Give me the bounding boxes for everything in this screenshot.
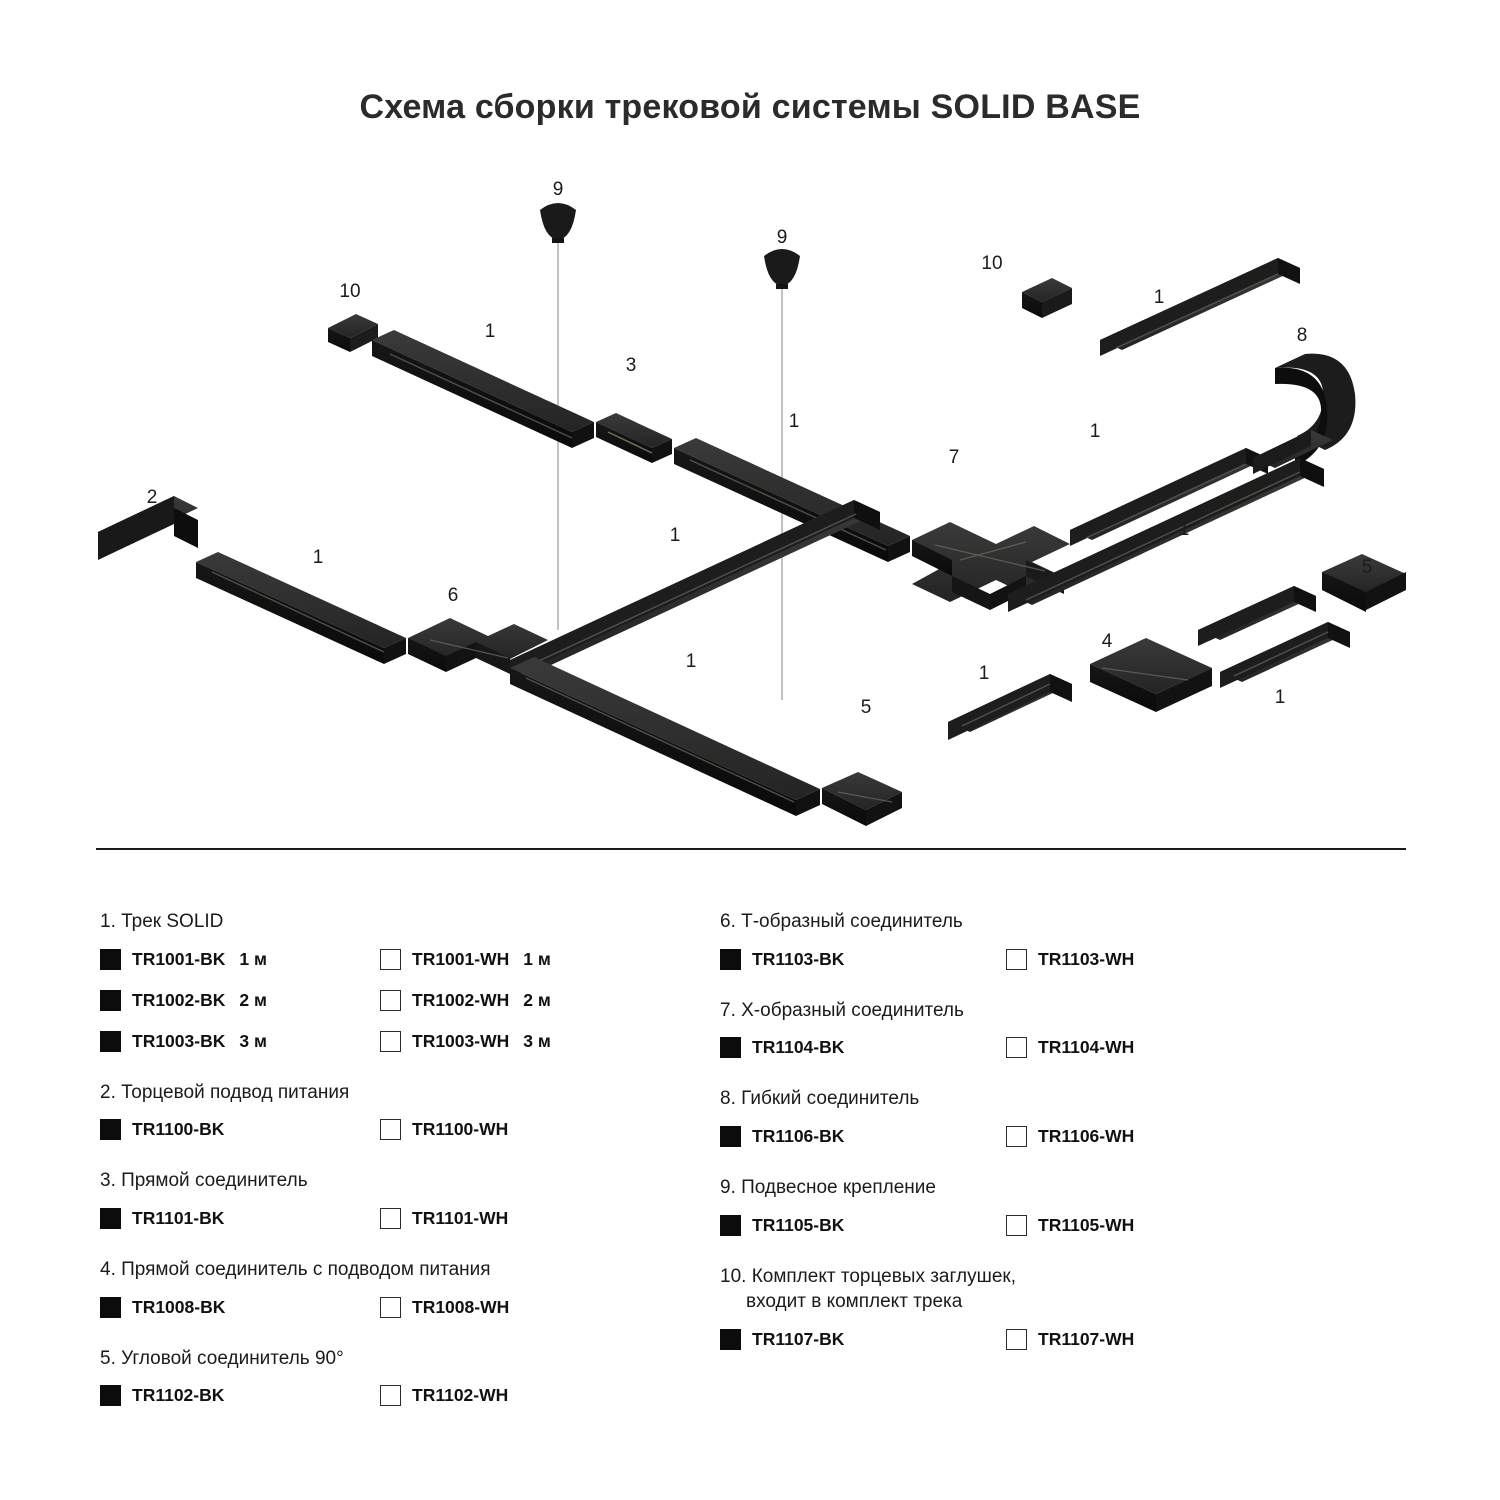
legend-sku[interactable] (720, 1329, 1006, 1350)
callout-1: 1 (978, 663, 990, 684)
legend-group-title-line1: 6. Т-образный соединитель (720, 911, 963, 932)
legend-group (100, 1168, 660, 1243)
callout-6: 6 (447, 585, 459, 606)
legend-sku[interactable] (1006, 1126, 1292, 1147)
track-top-right (1100, 258, 1300, 356)
legend-group-title-line1: 3. Прямой соединитель (100, 1170, 308, 1192)
sku-code: TR1104-BK (752, 1037, 845, 1058)
legend-sku[interactable] (720, 949, 1006, 970)
legend-sku[interactable] (100, 949, 380, 970)
sku-code: TR1104-WH (1038, 1037, 1135, 1058)
sku-length: 3 м (239, 1030, 267, 1051)
callout-7: 7 (948, 447, 960, 468)
suspension-mount-1 (540, 203, 576, 243)
sku-code: TR1002-WH (412, 989, 510, 1010)
legend-sku[interactable] (1006, 1329, 1292, 1350)
legend-sku-row (720, 1037, 1400, 1072)
callout-5: 5 (860, 697, 872, 718)
legend (0, 895, 1500, 1426)
callout-5: 5 (1361, 557, 1373, 578)
legend-sku[interactable] (380, 990, 660, 1011)
section-divider (96, 848, 1406, 850)
white-swatch-icon (1006, 949, 1027, 970)
callout-10: 10 (339, 281, 361, 302)
black-swatch-icon (720, 1037, 741, 1058)
legend-group-title (100, 909, 660, 935)
track-right-lower (1008, 458, 1324, 612)
sku-length: 2 м (239, 989, 267, 1010)
sku-code: TR1102-WH (412, 1385, 509, 1406)
legend-sku-row (720, 1329, 1400, 1364)
legend-group (100, 1257, 660, 1332)
sku-code: TR1106-WH (1038, 1125, 1135, 1146)
legend-group-title-line1: 1. Трек SOLID (100, 911, 224, 932)
white-swatch-icon (380, 990, 401, 1011)
legend-sku[interactable] (720, 1037, 1006, 1058)
black-swatch-icon (100, 1031, 121, 1052)
callout-1: 1 (1274, 687, 1286, 708)
legend-column-right (660, 895, 1400, 1426)
legend-group-title-line2: входит в комплект трека (746, 1291, 963, 1313)
legend-group (720, 998, 1400, 1073)
callout-9: 9 (776, 227, 788, 248)
corner-connector-right (1322, 554, 1406, 612)
legend-sku[interactable] (100, 1031, 380, 1052)
black-swatch-icon (100, 990, 121, 1011)
legend-sku[interactable] (100, 1208, 380, 1229)
callout-1: 1 (669, 525, 681, 546)
legend-sku-row (100, 1385, 660, 1420)
end-cap-top-right (1022, 278, 1072, 318)
track-lower-left (510, 657, 820, 816)
white-swatch-icon (380, 1031, 401, 1052)
assembly-diagram (90, 160, 1410, 840)
white-swatch-icon (1006, 1126, 1027, 1147)
legend-group (720, 1264, 1400, 1364)
sku-code: TR1002-BK (132, 989, 226, 1010)
callout-3: 3 (625, 355, 637, 376)
legend-sku[interactable] (380, 1385, 660, 1406)
callout-4: 4 (1101, 631, 1113, 652)
legend-group-title (720, 1175, 1400, 1201)
track-bottom-center (948, 674, 1072, 740)
legend-column-left (0, 895, 660, 1426)
legend-sku[interactable] (380, 949, 660, 970)
legend-group-title (720, 909, 1400, 935)
legend-sku-row (100, 1208, 660, 1243)
black-swatch-icon (720, 1126, 741, 1147)
sku-code: TR1008-WH (412, 1296, 510, 1317)
white-swatch-icon (1006, 1215, 1027, 1236)
legend-sku[interactable] (380, 1031, 660, 1052)
sku-length: 2 м (523, 989, 551, 1010)
legend-sku-row (100, 1119, 660, 1154)
black-swatch-icon (100, 1385, 121, 1406)
diagram-canvas (90, 160, 1410, 840)
black-swatch-icon (720, 949, 741, 970)
legend-sku-row (100, 949, 660, 984)
flexible-connector (1253, 354, 1355, 474)
legend-sku[interactable] (380, 1297, 660, 1318)
track-top-left (372, 330, 594, 448)
legend-sku-row (100, 990, 660, 1025)
sku-code: TR1101-WH (412, 1207, 509, 1228)
legend-sku-row (720, 949, 1400, 984)
legend-group-title (720, 1086, 1400, 1112)
callout-1: 1 (1089, 421, 1101, 442)
sku-code: TR1003-BK (132, 1030, 226, 1051)
white-swatch-icon (380, 1119, 401, 1140)
legend-group (100, 1346, 660, 1421)
legend-group-title-line1: 7. Х-образный соединитель (720, 999, 964, 1021)
legend-sku[interactable] (100, 1385, 380, 1406)
callout-2: 2 (146, 487, 158, 508)
legend-sku[interactable] (1006, 1215, 1292, 1236)
callout-1: 1 (1153, 287, 1165, 308)
callout-8: 8 (1296, 325, 1308, 346)
end-feed-power (98, 496, 198, 560)
straight-connector-3 (596, 413, 672, 463)
suspension-mount-2 (764, 249, 800, 289)
page-title: Схема сборки трековой системы SOLID BASE (359, 88, 1141, 126)
legend-group-title (720, 998, 1400, 1024)
power-feed-straight-connector (1090, 638, 1212, 712)
legend-group-title (100, 1168, 660, 1194)
legend-sku[interactable] (1006, 949, 1292, 970)
track-left (196, 552, 406, 664)
callout-1: 1 (312, 547, 324, 568)
callout-1: 1 (1178, 519, 1190, 540)
sku-code: TR1001-BK (132, 948, 226, 969)
sku-code: TR1102-BK (132, 1385, 225, 1406)
legend-group (720, 909, 1400, 984)
sku-length: 1 м (239, 948, 267, 969)
sku-code: TR1107-BK (752, 1328, 845, 1349)
legend-sku[interactable] (100, 1119, 380, 1140)
sku-code: TR1100-WH (412, 1119, 509, 1140)
legend-group (100, 909, 660, 1066)
legend-group-title (720, 1264, 1400, 1315)
corner-connector-bottom (822, 772, 902, 826)
legend-sku[interactable] (380, 1119, 660, 1140)
white-swatch-icon (380, 1297, 401, 1318)
legend-sku[interactable] (720, 1126, 1006, 1147)
legend-sku-row (100, 1297, 660, 1332)
sku-code: TR1001-WH (412, 948, 510, 969)
legend-group-title-line1: 2. Торцевой подвод питания (100, 1081, 350, 1103)
end-cap-top-left (328, 314, 378, 352)
black-swatch-icon (720, 1215, 741, 1236)
black-swatch-icon (720, 1329, 741, 1350)
track-center-diagonal (510, 500, 880, 678)
white-swatch-icon (380, 1385, 401, 1406)
callout-1: 1 (788, 411, 800, 432)
sku-code: TR1103-BK (752, 948, 845, 969)
white-swatch-icon (380, 949, 401, 970)
legend-group (100, 1080, 660, 1155)
legend-sku[interactable] (1006, 1037, 1292, 1058)
legend-sku-row (100, 1031, 660, 1066)
sku-code: TR1105-WH (1038, 1214, 1135, 1235)
legend-group-title-line1: 5. Угловой соединитель 90° (100, 1347, 344, 1369)
sku-code: TR1106-BK (752, 1125, 845, 1146)
legend-group-title-line1: 8. Гибкий соединитель (720, 1088, 920, 1110)
white-swatch-icon (1006, 1037, 1027, 1058)
callout-9: 9 (552, 179, 564, 200)
legend-group-title-line1: 9. Подвесное крепление (720, 1176, 936, 1198)
black-swatch-icon (100, 1297, 121, 1318)
sku-code: TR1105-BK (752, 1214, 845, 1235)
sku-code: TR1008-BK (132, 1296, 226, 1317)
legend-sku[interactable] (100, 1297, 380, 1318)
legend-sku[interactable] (380, 1208, 660, 1229)
legend-group (720, 1175, 1400, 1250)
legend-group-title (100, 1346, 660, 1372)
black-swatch-icon (100, 949, 121, 970)
callout-1: 1 (685, 651, 697, 672)
legend-sku-row (720, 1126, 1400, 1161)
legend-group (720, 1086, 1400, 1161)
legend-sku-row (720, 1215, 1400, 1250)
black-swatch-icon (100, 1208, 121, 1229)
white-swatch-icon (1006, 1329, 1027, 1350)
legend-group-title-line1: 4. Прямой соединитель с подводом питания (100, 1258, 491, 1280)
sku-length: 1 м (523, 948, 551, 969)
legend-group-title (100, 1257, 660, 1283)
sku-code: TR1100-BK (132, 1119, 225, 1140)
legend-group-title-line1: 10. Комплект торцевых заглушек, (720, 1265, 1017, 1287)
callout-10: 10 (981, 253, 1003, 274)
track-bottom-right-1 (1220, 622, 1350, 688)
sku-code: TR1003-WH (412, 1030, 510, 1051)
sku-code: TR1101-BK (132, 1207, 225, 1228)
legend-sku[interactable] (720, 1215, 1006, 1236)
white-swatch-icon (380, 1208, 401, 1229)
sku-code: TR1107-WH (1038, 1328, 1135, 1349)
callout-1: 1 (484, 321, 496, 342)
legend-group-title (100, 1080, 660, 1106)
sku-length: 3 м (523, 1030, 551, 1051)
legend-sku[interactable] (100, 990, 380, 1011)
sku-code: TR1103-WH (1038, 948, 1135, 969)
black-swatch-icon (100, 1119, 121, 1140)
